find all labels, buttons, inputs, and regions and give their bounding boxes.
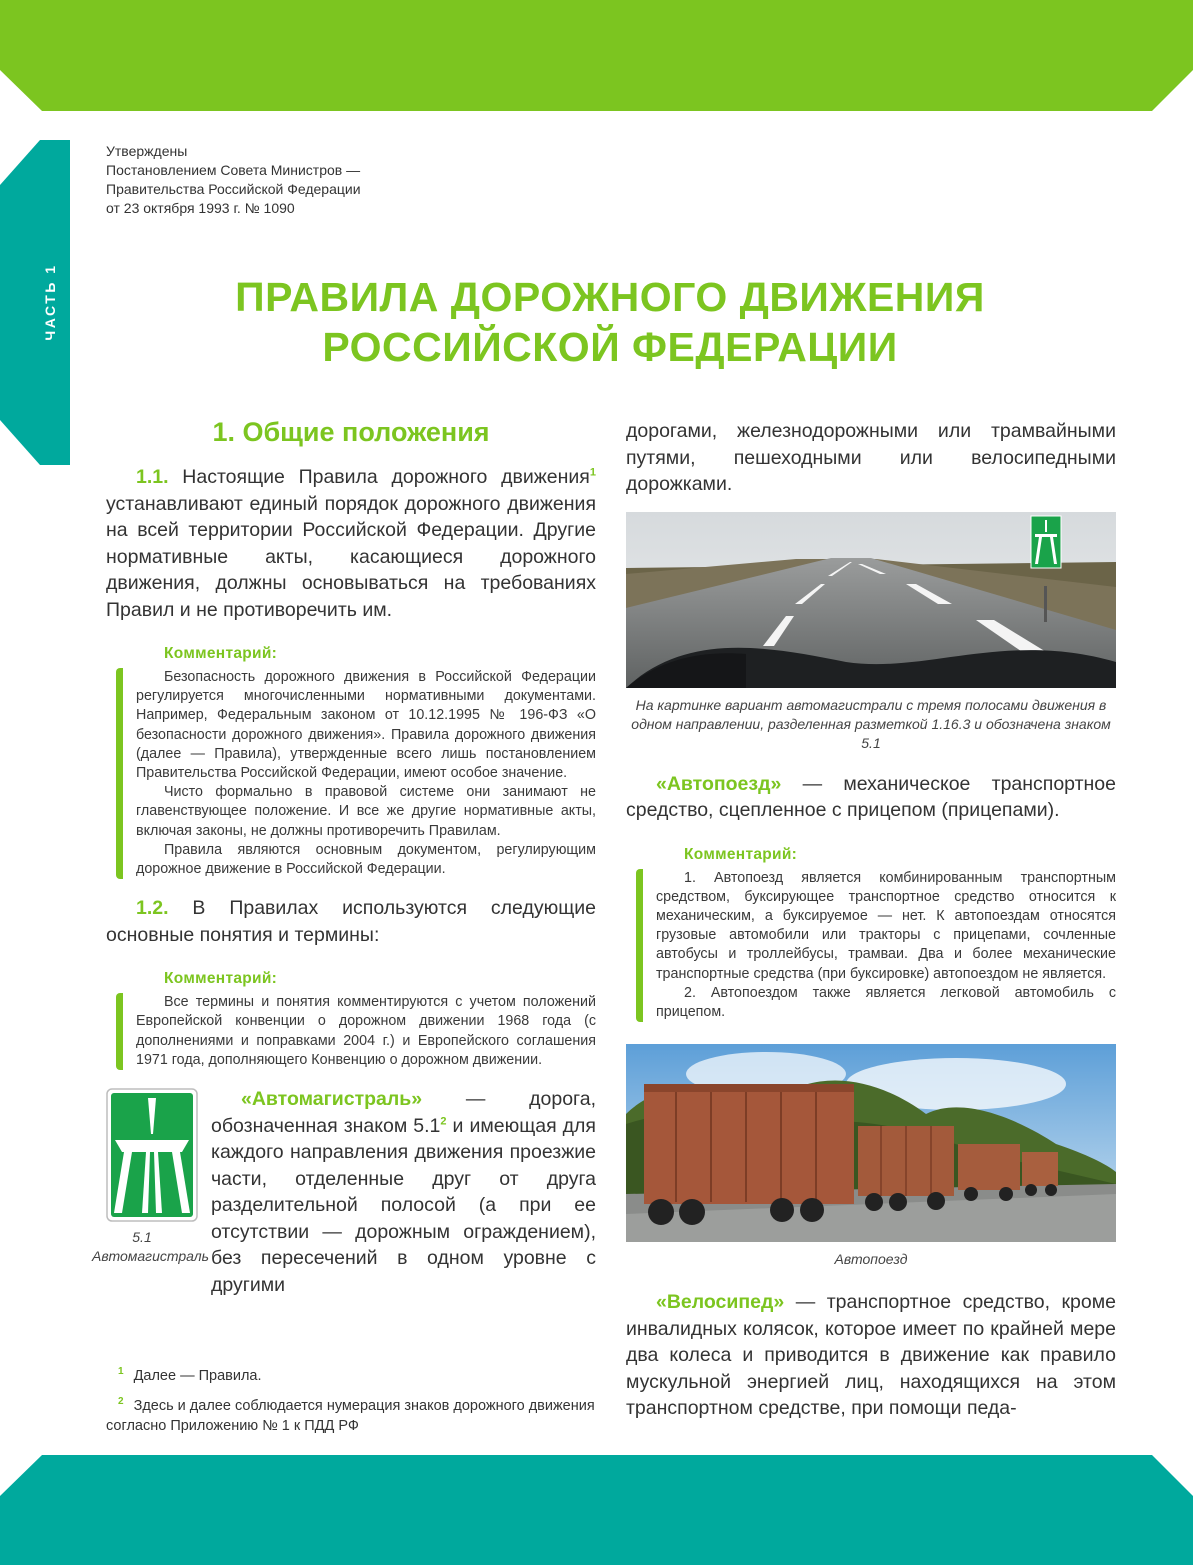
motorway-definition-block [92, 1086, 596, 1296]
comment-title: Комментарий: [684, 845, 798, 863]
footnote-number: 1 [118, 1366, 124, 1377]
paragraph-number: 1.1. [136, 466, 169, 488]
comment-body [636, 869, 1116, 1023]
sign-caption: 5.1 Автомагистраль [92, 1229, 210, 1265]
motorway-photo [626, 512, 1116, 688]
footnote-text: Далее — Правила. [133, 1367, 262, 1384]
bottom-teal-band [0, 1455, 1193, 1565]
footnote-ref[interactable]: 2 [440, 1115, 447, 1128]
approval-line: Правительства Российской Федерации [106, 181, 361, 197]
comment-block [626, 846, 1116, 1023]
footnote-text: Здесь и далее соблюдается нумерация знаков дорожного движения согласно Приложению № 1 к ПДД РФ [106, 1397, 595, 1434]
top-green-band [0, 0, 1193, 111]
title-line-2: РОССИЙСКОЙ ФЕДЕРАЦИИ [322, 324, 898, 370]
comment-title: Комментарий: [164, 970, 278, 988]
approval-line: от 23 октября 1993 г. № 1090 [106, 200, 295, 216]
right-column [626, 418, 1116, 1422]
term: «Автопоезд» [656, 772, 782, 795]
approval-block [106, 142, 361, 218]
road-train-photo [626, 1044, 1116, 1242]
comment-paragraph: Чисто формально в правовой системе они занимают не главенствующее положение. И все же другие нормативные акты, включая законы, не должны противоречить Правилам. [136, 784, 596, 839]
comment-body [116, 668, 596, 879]
footnote-item [106, 1362, 596, 1386]
footnote-item [106, 1392, 596, 1436]
left-column [92, 412, 596, 1296]
term: «Велосипед» [656, 1291, 785, 1314]
paragraph-text: устанавливают единый порядок дорожного движения на всей территории Российской Федерации. Другие нормативные акты, касающиеся дорожного движения, должны основываться на требованиях Правил и не противоречить им. [106, 492, 596, 621]
comment-block [106, 645, 596, 879]
automagistral-definition [211, 1086, 596, 1298]
definition-text: и имеющая для каждого направления движения проезжие части, отделенные друг от друга разделительной полосой (а при ее отсутствии — дорожным ограждением), без пересечений в одном уровне с другими [211, 1114, 596, 1296]
continuation-text: дорогами, железнодорожными или трамвайными путями, пешеходными или велосипедными дорожками. [626, 420, 1116, 495]
comment-paragraph: 2. Автопоездом также является легковой автомобиль с прицепом. [656, 984, 1116, 1020]
velosiped-definition [626, 1289, 1116, 1422]
section-heading: 1. Общие положения [212, 417, 490, 447]
paragraph-text: В Правилах используются следующие основные понятия и термины: [106, 897, 596, 946]
comment-paragraph: 1. Автопоезд является комбинированным транспортным средством, буксирующее транспортное средство относится к механическим, а буксируемое — нет. К автопоездам относятся грузовые автомобили или тракторы с прицепами, сочленные автобусы и троллейбусы, трамваи. Два и более механические транспортные средства (при буксировке) автопоездом не является. [656, 869, 1116, 982]
side-tab-label: ЧАСТЬ 1 [42, 263, 58, 341]
approval-line: Постановлением Совета Министров — [106, 162, 361, 178]
comment-block [106, 970, 596, 1070]
paragraph-number: 1.2. [136, 897, 169, 920]
page-title [130, 272, 1090, 372]
term: «Автомагистраль» [241, 1088, 423, 1111]
paragraph-1-1 [106, 464, 596, 623]
comment-paragraph: Все термины и понятия комментируются с учетом положений Европейской конвенции о дорожном движении 1968 года (с дополнениями и поправками 2004 г.) и Европейского соглашения 1971 года, дополняющего Конвенцию о дорожном движении. [136, 994, 596, 1068]
definition-text: — механическое транспортное средство, сцепленное с прицепом (прицепами). [626, 772, 1116, 821]
paragraph-text: Настоящие Правила дорожного движения [168, 466, 590, 488]
footnotes [106, 1362, 596, 1442]
comment-title: Комментарий: [164, 645, 278, 662]
photo-caption: На картинке вариант автомагистрали с тремя полосами движения в одном направлении, разделенная разметкой 1.16.3 и обозначена знаком 5.1 [631, 696, 1111, 751]
definition-text: — дорога, обозначенная знаком 5.1 [211, 1088, 596, 1137]
comment-paragraph: Правила являются основным документом, регулирующим дорожное движение в Российской Федерации. [136, 841, 596, 878]
motorway-sign-icon [106, 1088, 198, 1222]
definition-text: — транспортное средство, кроме инвалидных колясок, которое имеет по крайней мере два колеса и приводится в движение как правило мускульной энергией лиц, находящихся на этом транспортном средстве, при помощи педа- [626, 1291, 1116, 1420]
footnote-number: 2 [118, 1395, 124, 1407]
photo-caption: Автопоезд [834, 1251, 908, 1268]
autopoezd-definition [626, 771, 1116, 824]
side-chapter-tab [0, 140, 70, 465]
approval-line: Утверждены [106, 143, 188, 159]
title-line-1: ПРАВИЛА ДОРОЖНОГО ДВИЖЕНИЯ [235, 274, 985, 320]
footnote-ref[interactable]: 1 [589, 466, 596, 479]
comment-body [116, 993, 596, 1070]
paragraph-1-2 [106, 895, 596, 948]
comment-paragraph: Безопасность дорожного движения в Российской Федерации регулируется многочисленными нормативными документами. Например, Федеральным законом от 10.12.1995 № 196-ФЗ «О безопасности дорожного движения». Правила дорожного движения (далее — Правила), утвержденные всего лишь постановлением Правительства Российской Федерации, имеют особое значение. [136, 669, 596, 782]
